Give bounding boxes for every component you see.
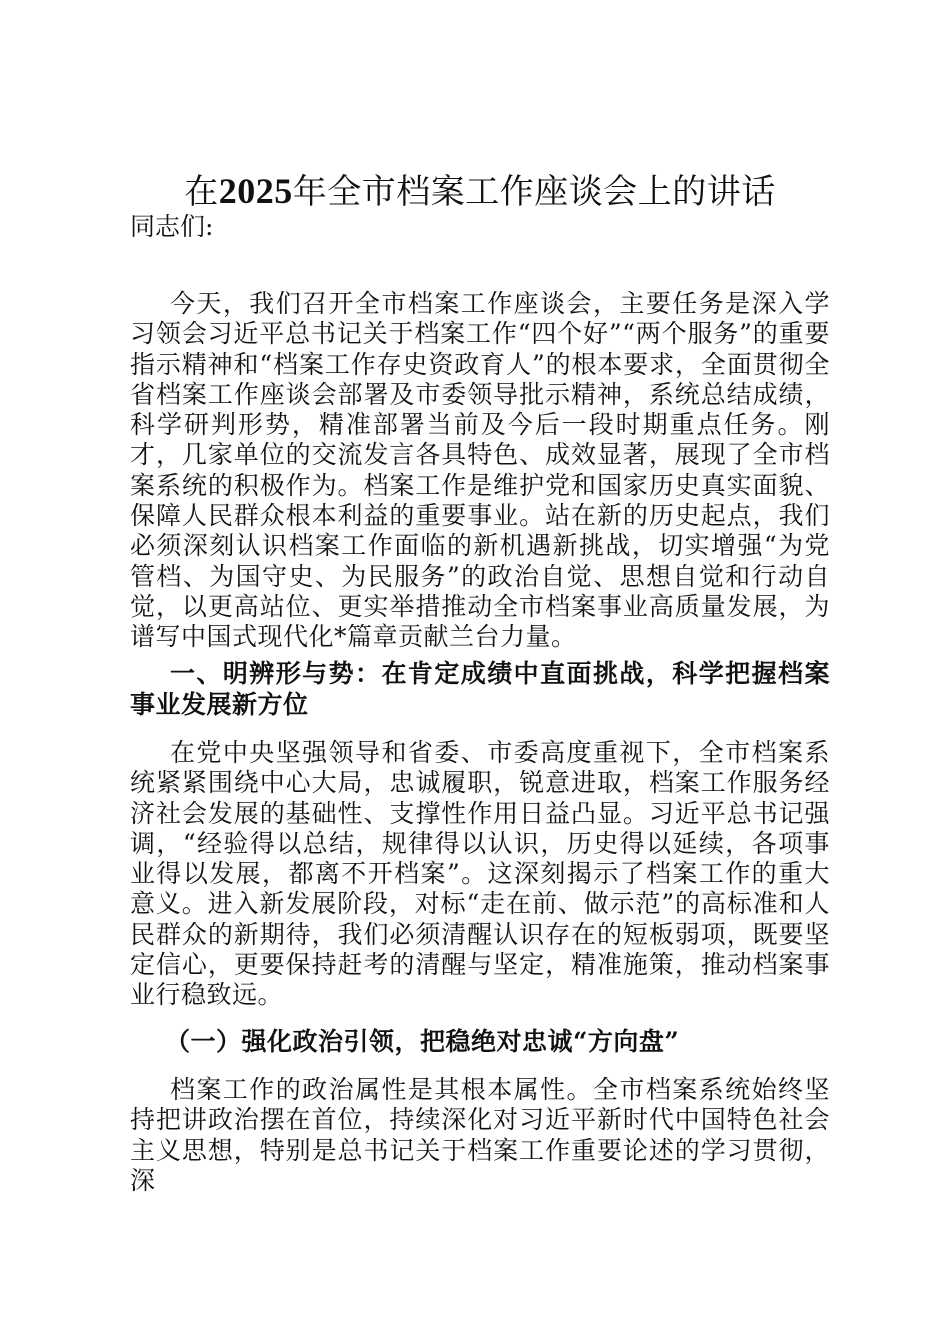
paragraph-opening: 今天，我们召开全市档案工作座谈会，主要任务是深入学习领会习近平总书记关于档案工作“四个好”“两个服务”的重要指示精神和“档案工作存史资政育人”的根本要求，全面贯彻全省档案工作座谈会部署及市委领导批示精神，系统总结成绩，科学研判形势，精准部署当前及今后一段时期重点任务。刚才，几家单位的交流发言各具特色、成效显著，展现了全市档案系统的积极作为。档案工作是维护党和国家历史真实面貌、保障人民群众根本利益的重要事业。站在新的历史起点，我们必须深刻认识档案工作面临的新机遇新挑战，切实增强“为党管档、为国守史、为民服务”的政治自觉、思想自觉和行动自觉，以更高站位、更实举措推动全市档案事业高质量发展，为谱写中国式现代化*篇章贡献兰台力量。 xyxy=(130,289,830,652)
title-prefix: 在 xyxy=(184,172,219,212)
subsection-heading-1: （一）强化政治引领，把稳绝对忠诚“方向盘” xyxy=(165,1027,680,1056)
greeting: 同志们: xyxy=(130,212,214,241)
paragraph-subsection-1: 档案工作的政治属性是其根本属性。全市档案系统始终坚持把讲政治摆在首位，持续深化对习近平新时代中国特色社会主义思想，特别是总书记关于档案工作重要论述的学习贯彻，深 xyxy=(130,1075,830,1195)
title-suffix: 年全市档案工作座谈会上的讲话 xyxy=(292,172,776,212)
section-heading-1: 一、明辨形与势：在肯定成绩中直面挑战，科学把握档案事业发展新方位 xyxy=(130,659,830,719)
title-year: 2025 xyxy=(218,171,293,211)
document-title xyxy=(130,163,830,220)
paragraph-section-1: 在党中央坚强领导和省委、市委高度重视下，全市档案系统紧紧围绕中心大局，忠诚履职，锐意进取，档案工作服务经济社会发展的基础性、支撑性作用日益凸显。习近平总书记强调，“经验得以总结，规律得以认识，历史得以延续，各项事业得以发展，都离不开档案”。这深刻揭示了档案工作的重大意义。进入新发展阶段，对标“走在前、做示范”的高标准和人民群众的新期待，我们必须清醒认识存在的短板弱项，既要坚定信心，更要保持赶考的清醒与坚定，精准施策，推动档案事业行稳致远。 xyxy=(130,738,830,1010)
